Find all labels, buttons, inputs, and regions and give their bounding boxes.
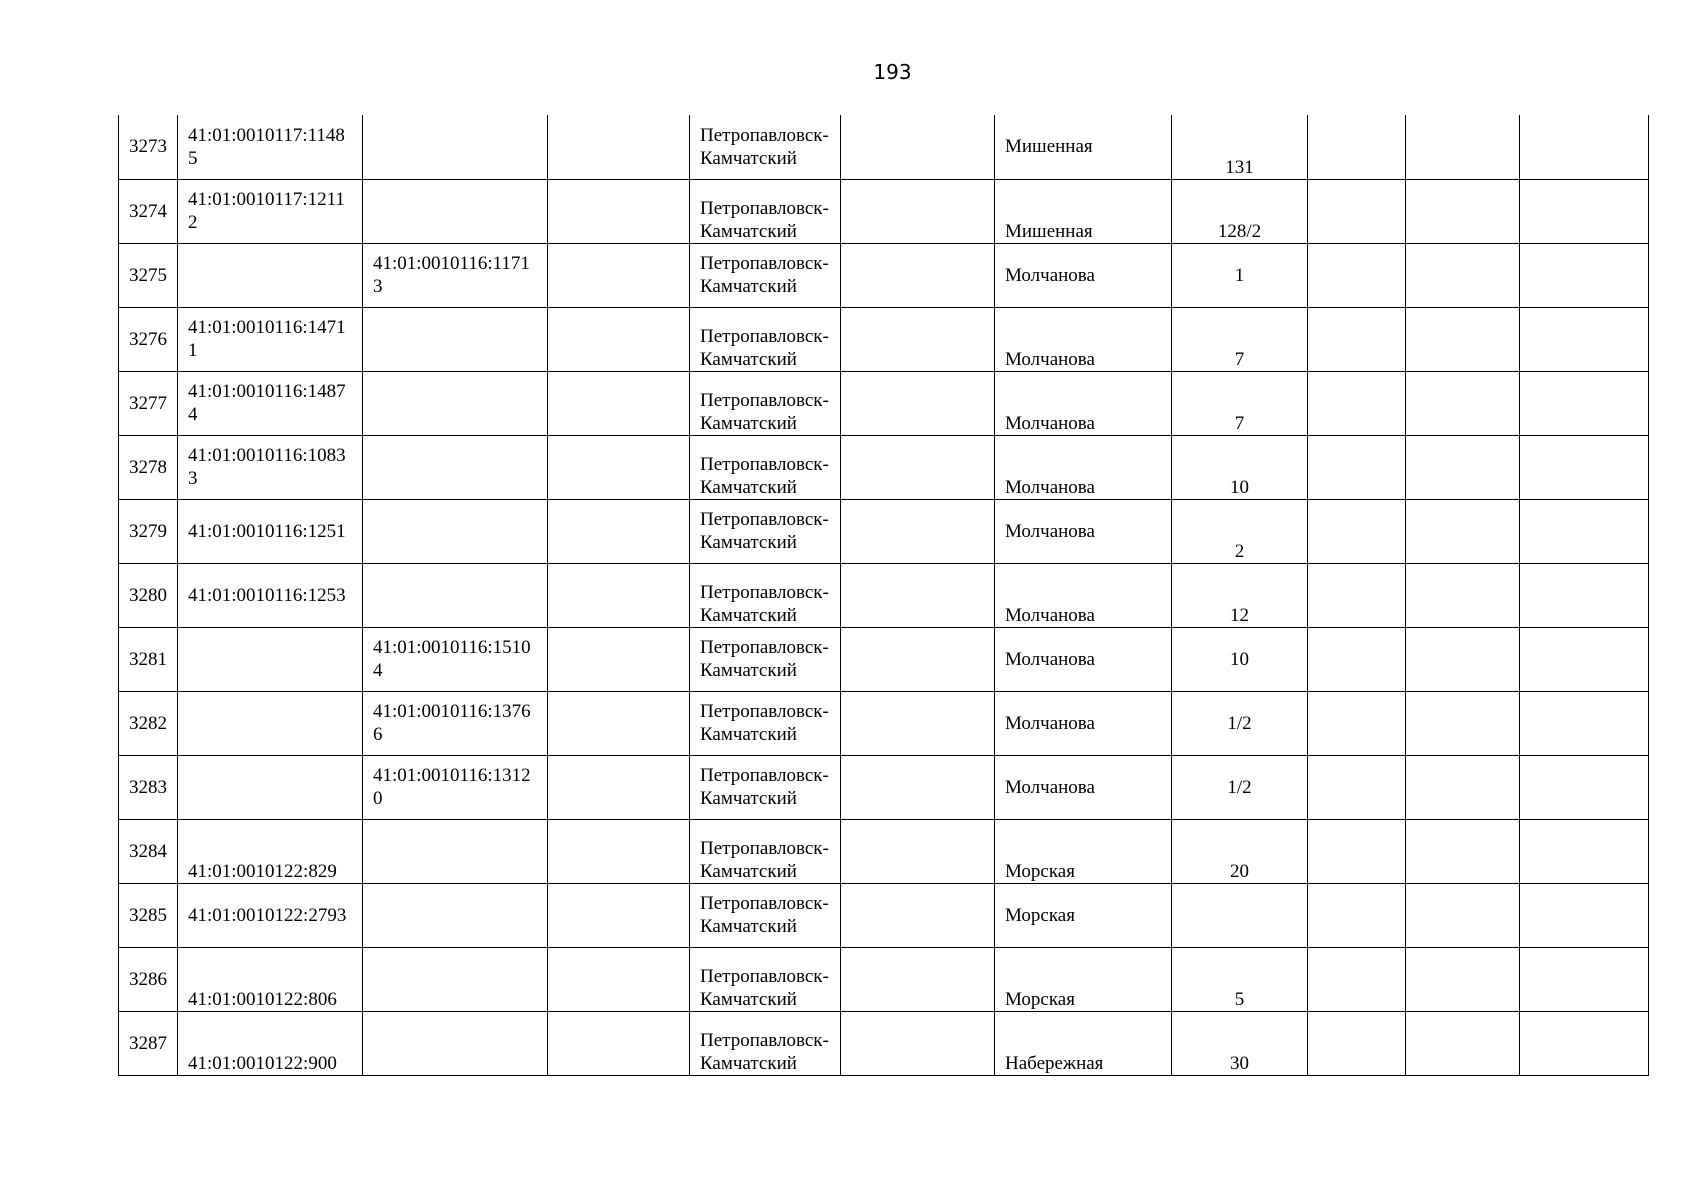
empty-cell xyxy=(1308,499,1406,563)
empty-cell xyxy=(1308,371,1406,435)
street-cell: Набережная xyxy=(995,1011,1172,1075)
empty-cell xyxy=(1406,819,1520,883)
street-cell: Морская xyxy=(995,883,1172,947)
house-number-cell: 7 xyxy=(1172,371,1308,435)
building-cadastral-number-cell xyxy=(363,115,548,179)
city-cell: Петропавловск-Камчатский xyxy=(690,563,841,627)
house-number-cell: 128/2 xyxy=(1172,179,1308,243)
city-cell: Петропавловск-Камчатский xyxy=(690,243,841,307)
city-cell: Петропавловск-Камчатский xyxy=(690,435,841,499)
empty-cell xyxy=(1520,563,1649,627)
empty-cell xyxy=(548,243,690,307)
empty-cell xyxy=(1308,883,1406,947)
page-number: 193 xyxy=(873,60,912,84)
registry-table xyxy=(118,115,1649,1076)
city-cell: Петропавловск-Камчатский xyxy=(690,819,841,883)
empty-cell xyxy=(841,691,995,755)
empty-cell xyxy=(841,115,995,179)
house-number-cell: 30 xyxy=(1172,1011,1308,1075)
building-cadastral-number-cell: 41:01:0010116:13766 xyxy=(363,691,548,755)
street-cell: Мишенная xyxy=(995,179,1172,243)
row-number-cell: 3283 xyxy=(119,755,178,819)
row-number-cell: 3285 xyxy=(119,883,178,947)
empty-cell xyxy=(1520,307,1649,371)
street-cell: Молчанова xyxy=(995,691,1172,755)
empty-cell xyxy=(1520,691,1649,755)
house-number-cell: 131 xyxy=(1172,115,1308,179)
house-number-cell: 1/2 xyxy=(1172,691,1308,755)
empty-cell xyxy=(1520,755,1649,819)
empty-cell xyxy=(548,1011,690,1075)
empty-cell xyxy=(1520,947,1649,1011)
empty-cell xyxy=(548,307,690,371)
cadastral-number-cell: 41:01:0010122:2793 xyxy=(178,883,363,947)
building-cadastral-number-cell xyxy=(363,819,548,883)
building-cadastral-number-cell xyxy=(363,499,548,563)
empty-cell xyxy=(548,563,690,627)
empty-cell xyxy=(841,627,995,691)
empty-cell xyxy=(1308,435,1406,499)
street-cell: Морская xyxy=(995,819,1172,883)
table-row xyxy=(119,307,1649,371)
row-number-cell: 3274 xyxy=(119,179,178,243)
empty-cell xyxy=(1406,691,1520,755)
building-cadastral-number-cell xyxy=(363,563,548,627)
building-cadastral-number-cell xyxy=(363,371,548,435)
empty-cell xyxy=(1406,883,1520,947)
house-number-cell: 5 xyxy=(1172,947,1308,1011)
empty-cell xyxy=(548,627,690,691)
registry-rows xyxy=(119,115,1649,1075)
row-number-cell: 3275 xyxy=(119,243,178,307)
table-row xyxy=(119,499,1649,563)
cadastral-number-cell: 41:01:0010122:806 xyxy=(178,947,363,1011)
street-cell: Молчанова xyxy=(995,243,1172,307)
street-cell: Молчанова xyxy=(995,307,1172,371)
table-row xyxy=(119,691,1649,755)
street-cell: Молчанова xyxy=(995,627,1172,691)
empty-cell xyxy=(1520,883,1649,947)
empty-cell xyxy=(1520,371,1649,435)
cadastral-number-cell: 41:01:0010122:900 xyxy=(178,1011,363,1075)
empty-cell xyxy=(548,883,690,947)
empty-cell xyxy=(1406,947,1520,1011)
empty-cell xyxy=(548,947,690,1011)
cadastral-number-cell: 41:01:0010116:14711 xyxy=(178,307,363,371)
street-cell: Молчанова xyxy=(995,499,1172,563)
building-cadastral-number-cell: 41:01:0010116:13120 xyxy=(363,755,548,819)
empty-cell xyxy=(841,947,995,1011)
house-number-cell: 1 xyxy=(1172,243,1308,307)
empty-cell xyxy=(841,1011,995,1075)
empty-cell xyxy=(548,691,690,755)
building-cadastral-number-cell xyxy=(363,947,548,1011)
street-cell: Молчанова xyxy=(995,435,1172,499)
city-cell: Петропавловск-Камчатский xyxy=(690,371,841,435)
empty-cell xyxy=(1308,1011,1406,1075)
house-number-cell: 10 xyxy=(1172,435,1308,499)
empty-cell xyxy=(841,883,995,947)
row-number-cell: 3280 xyxy=(119,563,178,627)
empty-cell xyxy=(1520,435,1649,499)
street-cell: Молчанова xyxy=(995,755,1172,819)
empty-cell xyxy=(1406,371,1520,435)
empty-cell xyxy=(1520,819,1649,883)
cadastral-number-cell: 41:01:0010117:12112 xyxy=(178,179,363,243)
row-number-cell: 3278 xyxy=(119,435,178,499)
row-number-cell: 3282 xyxy=(119,691,178,755)
building-cadastral-number-cell: 41:01:0010116:15104 xyxy=(363,627,548,691)
cadastral-number-cell: 41:01:0010116:1251 xyxy=(178,499,363,563)
empty-cell xyxy=(1308,243,1406,307)
building-cadastral-number-cell xyxy=(363,435,548,499)
empty-cell xyxy=(1520,115,1649,179)
empty-cell xyxy=(841,435,995,499)
city-cell: Петропавловск-Камчатский xyxy=(690,883,841,947)
row-number-cell: 3286 xyxy=(119,947,178,1011)
empty-cell xyxy=(548,179,690,243)
row-number-cell: 3279 xyxy=(119,499,178,563)
empty-cell xyxy=(1406,755,1520,819)
house-number-cell: 1/2 xyxy=(1172,755,1308,819)
row-number-cell: 3273 xyxy=(119,115,178,179)
empty-cell xyxy=(548,371,690,435)
table-row xyxy=(119,371,1649,435)
row-number-cell: 3276 xyxy=(119,307,178,371)
empty-cell xyxy=(1520,243,1649,307)
cadastral-number-cell xyxy=(178,627,363,691)
empty-cell xyxy=(1308,115,1406,179)
row-number-cell: 3287 xyxy=(119,1011,178,1075)
table-row xyxy=(119,243,1649,307)
row-number-cell: 3277 xyxy=(119,371,178,435)
house-number-cell: 12 xyxy=(1172,563,1308,627)
empty-cell xyxy=(841,307,995,371)
row-number-cell: 3281 xyxy=(119,627,178,691)
building-cadastral-number-cell xyxy=(363,1011,548,1075)
empty-cell xyxy=(548,435,690,499)
empty-cell xyxy=(1406,563,1520,627)
cadastral-number-cell: 41:01:0010122:829 xyxy=(178,819,363,883)
street-cell: Морская xyxy=(995,947,1172,1011)
city-cell: Петропавловск-Камчатский xyxy=(690,499,841,563)
empty-cell xyxy=(1308,691,1406,755)
empty-cell xyxy=(1406,627,1520,691)
building-cadastral-number-cell xyxy=(363,179,548,243)
empty-cell xyxy=(841,819,995,883)
empty-cell xyxy=(1406,115,1520,179)
empty-cell xyxy=(1308,755,1406,819)
empty-cell xyxy=(1406,435,1520,499)
table-row xyxy=(119,179,1649,243)
empty-cell xyxy=(1308,947,1406,1011)
empty-cell xyxy=(1520,1011,1649,1075)
cadastral-number-cell xyxy=(178,755,363,819)
house-number-cell: 10 xyxy=(1172,627,1308,691)
building-cadastral-number-cell: 41:01:0010116:11713 xyxy=(363,243,548,307)
table-row xyxy=(119,563,1649,627)
empty-cell xyxy=(548,115,690,179)
cadastral-number-cell xyxy=(178,243,363,307)
empty-cell xyxy=(548,499,690,563)
empty-cell xyxy=(1308,179,1406,243)
building-cadastral-number-cell xyxy=(363,883,548,947)
empty-cell xyxy=(548,819,690,883)
house-number-cell: 7 xyxy=(1172,307,1308,371)
table-row xyxy=(119,819,1649,883)
table-row xyxy=(119,947,1649,1011)
house-number-cell: 2 xyxy=(1172,499,1308,563)
empty-cell xyxy=(1520,499,1649,563)
city-cell: Петропавловск-Камчатский xyxy=(690,755,841,819)
empty-cell xyxy=(841,179,995,243)
street-cell: Молчанова xyxy=(995,563,1172,627)
empty-cell xyxy=(841,243,995,307)
city-cell: Петропавловск-Камчатский xyxy=(690,691,841,755)
city-cell: Петропавловск-Камчатский xyxy=(690,307,841,371)
empty-cell xyxy=(1520,179,1649,243)
city-cell: Петропавловск-Камчатский xyxy=(690,1011,841,1075)
cadastral-number-cell xyxy=(178,691,363,755)
cadastral-number-cell: 41:01:0010117:11485 xyxy=(178,115,363,179)
empty-cell xyxy=(548,755,690,819)
table-row xyxy=(119,115,1649,179)
empty-cell xyxy=(1406,179,1520,243)
city-cell: Петропавловск-Камчатский xyxy=(690,115,841,179)
row-number-cell: 3284 xyxy=(119,819,178,883)
cadastral-number-cell: 41:01:0010116:1253 xyxy=(178,563,363,627)
cadastral-number-cell: 41:01:0010116:14874 xyxy=(178,371,363,435)
cadastral-number-cell: 41:01:0010116:10833 xyxy=(178,435,363,499)
empty-cell xyxy=(1520,627,1649,691)
table-row xyxy=(119,755,1649,819)
street-cell: Мишенная xyxy=(995,115,1172,179)
empty-cell xyxy=(1308,627,1406,691)
empty-cell xyxy=(1308,819,1406,883)
building-cadastral-number-cell xyxy=(363,307,548,371)
city-cell: Петропавловск-Камчатский xyxy=(690,627,841,691)
empty-cell xyxy=(1406,307,1520,371)
city-cell: Петропавловск-Камчатский xyxy=(690,947,841,1011)
empty-cell xyxy=(841,371,995,435)
house-number-cell: 20 xyxy=(1172,819,1308,883)
city-cell: Петропавловск-Камчатский xyxy=(690,179,841,243)
empty-cell xyxy=(1406,1011,1520,1075)
table-row xyxy=(119,627,1649,691)
empty-cell xyxy=(841,499,995,563)
empty-cell xyxy=(1308,563,1406,627)
street-cell: Молчанова xyxy=(995,371,1172,435)
empty-cell xyxy=(841,755,995,819)
empty-cell xyxy=(841,563,995,627)
empty-cell xyxy=(1406,243,1520,307)
table-row xyxy=(119,1011,1649,1075)
table-row xyxy=(119,883,1649,947)
empty-cell xyxy=(1406,499,1520,563)
table-row xyxy=(119,435,1649,499)
house-number-cell xyxy=(1172,883,1308,947)
empty-cell xyxy=(1308,307,1406,371)
